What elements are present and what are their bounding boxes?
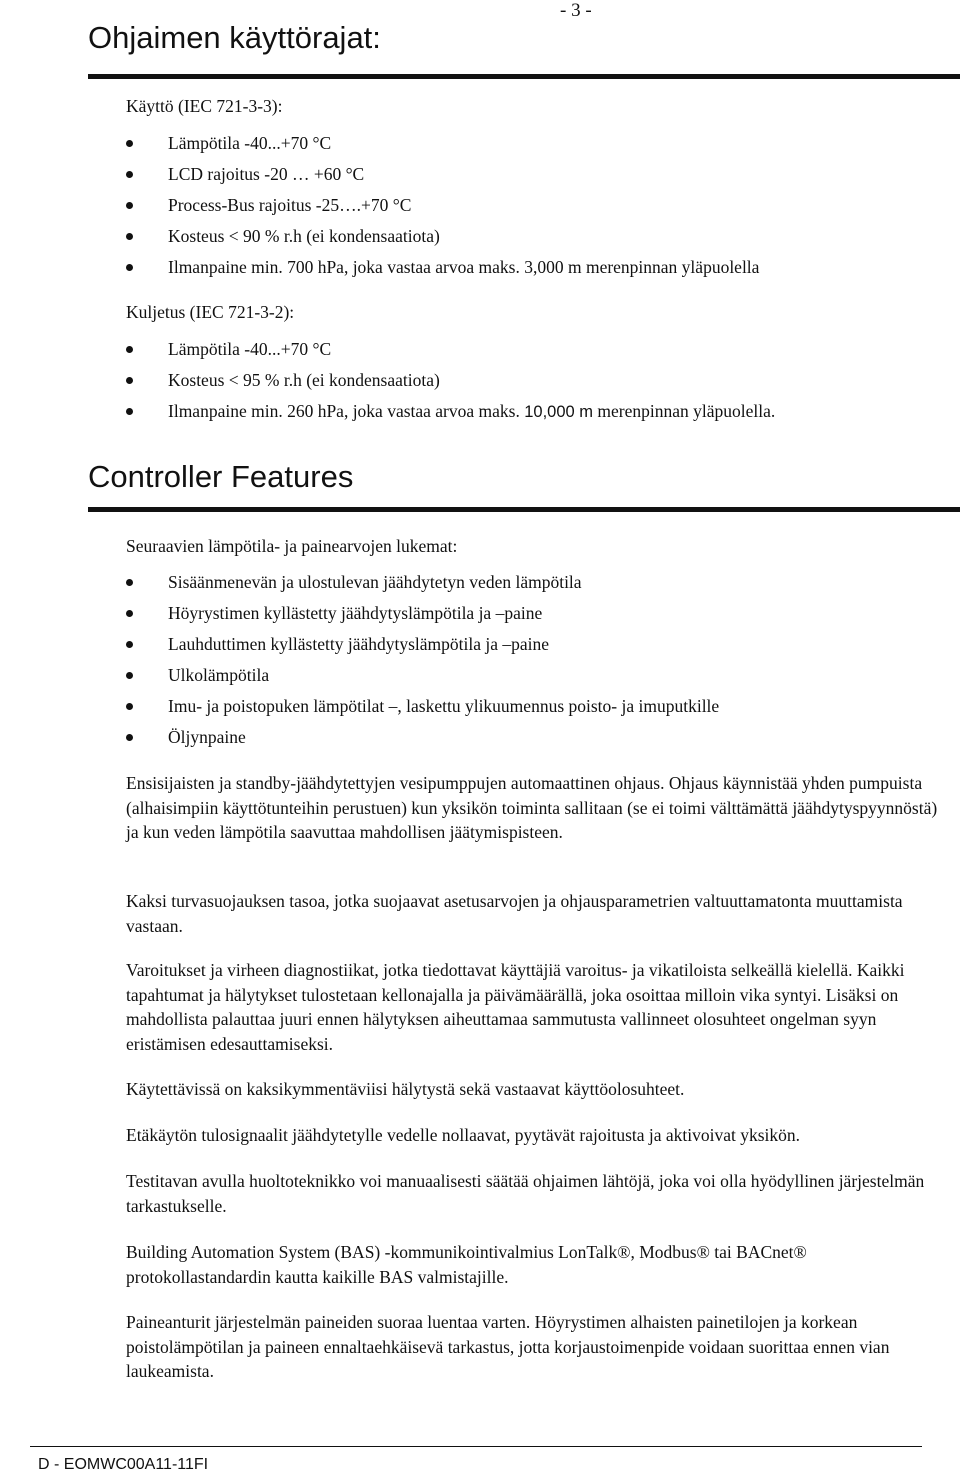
paragraph-test-mode: [126, 1169, 946, 1218]
paragraph-sensors: [126, 1310, 946, 1384]
list-item: [126, 396, 775, 427]
paragraph-text: Etäkäytön tulosignaalit jäähdytetylle vedelle nollaavat, pyytävät rajoitusta ja aktivoivat yksikön.: [126, 1125, 801, 1145]
list-item-text: Lämpötila -40...+70 °C: [168, 339, 332, 359]
operation-list: [126, 128, 759, 283]
list-item-text: Öljynpaine: [168, 727, 246, 747]
list-item: [126, 334, 775, 365]
list-item: [126, 722, 719, 753]
paragraph-diagnostics: [126, 958, 946, 1056]
list-item-text: Ilmanpaine min. 260 hPa, joka vastaa arvoa maks.: [168, 401, 525, 421]
bullet-icon: [126, 408, 133, 415]
list-item-text: LCD rajoitus -20 … +60 °C: [168, 164, 365, 184]
section-title-controller-features: Controller Features: [88, 459, 354, 494]
paragraph-text: Varoitukset ja virheen diagnostiikat, jotka tiedottavat käyttäjiä varoitus- ja vikatiloista selkeällä kielellä. Kaikki tapahtumat ja hälytykset tulostetaan kellonajalla ja päivämäärällä, joka osoittaa milloin vika syntyi. Lisäksi on mahdollista palauttaa juuri ennen hälytyksen aiheuttamaa sammutusta vallinneet olosuhteet ongelman syyn eristämisen edesauttamiseksi.: [126, 960, 905, 1054]
bullet-icon: [126, 140, 133, 147]
section-title-operating-limits: Ohjaimen käyttörajat:: [88, 20, 381, 55]
list-item-text: Imu- ja poistopuken lämpötilat –, laskettu ylikuumennus poisto- ja imuputkille: [168, 696, 720, 716]
bullet-icon: [126, 610, 133, 617]
transport-list: [126, 334, 775, 427]
paragraph-text: Building Automation System (BAS) -kommunikointivalmius LonTalk®, Modbus® tai BACnet® protokollastandardin kautta kaikille BAS valmistajille.: [126, 1242, 807, 1287]
bullet-icon: [126, 672, 133, 679]
bullet-icon: [126, 377, 133, 384]
altitude-value: 10,000 m: [524, 403, 594, 421]
list-item: [126, 365, 775, 396]
list-item-text: Ilmanpaine min. 700 hPa, joka vastaa arvoa maks. 3,000 m merenpinnan yläpuolella: [168, 257, 760, 277]
list-item: [126, 159, 759, 190]
paragraph-security: [126, 889, 946, 938]
list-item-text: Sisäänmenevän ja ulostulevan jäähdytetyn veden lämpötila: [168, 572, 582, 592]
list-item: [126, 660, 719, 691]
paragraph-pump-control: [126, 771, 946, 845]
list-item: [126, 629, 719, 660]
transport-label: Kuljetus (IEC 721-3-2):: [126, 302, 295, 322]
bullet-icon: [126, 579, 133, 586]
paragraph-text: Testitavan avulla huoltoteknikko voi manuaalisesti säätää ohjaimen lähtöjä, joka voi olla hyödyllinen järjestelmän tarkastukselle.: [126, 1171, 925, 1216]
bullet-icon: [126, 703, 133, 710]
features-intro: Seuraavien lämpötila- ja painearvojen lukemat:: [126, 536, 458, 556]
list-item: [126, 691, 719, 722]
page-number: - 3 -: [560, 0, 592, 21]
paragraph-text: Käytettävissä on kaksikymmentäviisi hälytystä sekä vastaavat käyttöolosuhteet.: [126, 1079, 685, 1099]
bullet-icon: [126, 171, 133, 178]
bullet-icon: [126, 346, 133, 353]
list-item-tail: merenpinnan yläpuolella.: [593, 401, 776, 421]
bullet-icon: [126, 264, 133, 271]
list-item-text: Process-Bus rajoitus -25….+70 °C: [168, 195, 412, 215]
bullet-icon: [126, 202, 133, 209]
paragraph-remote-signals: [126, 1123, 946, 1148]
bullet-icon: [126, 233, 133, 240]
paragraph-text: Kaksi turvasuojauksen tasoa, jotka suojaavat asetusarvojen ja ohjausparametrien valtuuttamatonta muuttamista vastaan.: [126, 891, 903, 936]
footer-rule: [30, 1446, 922, 1447]
list-item-text: Ulkolämpötila: [168, 665, 270, 685]
features-list: [126, 567, 719, 753]
bullet-icon: [126, 641, 133, 648]
footer-document-code: D - EOMWC00A11-11FI: [38, 1456, 209, 1473]
list-item-text: Kosteus < 95 % r.h (ei kondensaatiota): [168, 370, 440, 390]
title-rule: [88, 507, 960, 512]
list-item-text: Höyrystimen kyllästetty jäähdytyslämpötila ja –paine: [168, 603, 543, 623]
list-item: [126, 252, 759, 283]
paragraph-alarms: [126, 1077, 946, 1102]
paragraph-text: Paineanturit järjestelmän paineiden suoraa luentaa varten. Höyrystimen alhaisten painetilojen ja korkean poistolämpötilan ja paineen ennaltaehkäisevä tarkastus, jotta korjaustoimenpide voidaan suorittaa ennen vian laukeamista.: [126, 1312, 890, 1381]
title-rule: [88, 74, 960, 79]
list-item: [126, 190, 759, 221]
list-item: [126, 567, 719, 598]
paragraph-bas: [126, 1240, 946, 1289]
list-item: [126, 221, 759, 252]
list-item-text: Lämpötila -40...+70 °C: [168, 133, 332, 153]
list-item: [126, 128, 759, 159]
list-item: [126, 598, 719, 629]
list-item-text: Kosteus < 90 % r.h (ei kondensaatiota): [168, 226, 440, 246]
paragraph-text: Ensisijaisten ja standby-jäähdytettyjen vesipumppujen automaattinen ohjaus. Ohjaus käynnistää yhden pumpuista (alhaisimpiin käyttötunteihin perustuen) kun yksikön toiminta sallitaan (se ei toimi välttämättä jäähdytyspyynnöstä) ja kun veden lämpötila saavuttaa mahdollisen jäätymispisteen.: [126, 773, 938, 842]
operation-label: Käyttö (IEC 721-3-3):: [126, 96, 283, 116]
list-item-text: Lauhduttimen kyllästetty jäähdytyslämpötila ja –paine: [168, 634, 550, 654]
bullet-icon: [126, 734, 133, 741]
